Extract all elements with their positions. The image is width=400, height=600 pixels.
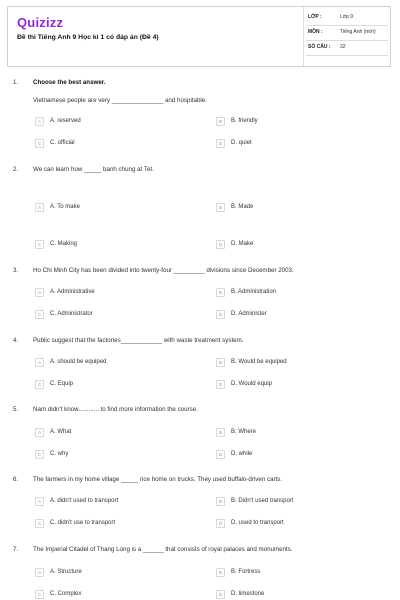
meta-value: 32 xyxy=(340,44,346,50)
question-text: Nam didn't know............ to find more information the course. xyxy=(33,406,198,413)
option-letter-box: D xyxy=(216,519,225,528)
option-letter-box: C xyxy=(35,519,44,528)
header-divider xyxy=(303,7,304,66)
option-label: A. reserved xyxy=(50,118,81,124)
option-letter-box: A xyxy=(35,117,44,126)
option-letter-box: A xyxy=(35,288,44,297)
question-number: 5. xyxy=(13,406,19,413)
option-letter-box: B xyxy=(216,288,225,297)
meta-label: SỐ CÂU : xyxy=(308,44,331,50)
option-letter-box: A xyxy=(35,428,44,437)
option-label: B. Where xyxy=(231,429,257,435)
option-letter-box: D xyxy=(216,240,225,249)
option-label: B. Made xyxy=(231,204,254,210)
option-letter-box: D xyxy=(216,310,225,319)
option-label: D. while xyxy=(231,451,253,457)
meta-row-class xyxy=(306,11,388,26)
option-label: B. friendly xyxy=(231,118,258,124)
option-label: D. Would equip xyxy=(231,381,272,387)
option-label: A. Administrative xyxy=(50,289,95,295)
meta-value: Lớp 9 xyxy=(340,14,354,20)
option-label: C. Equip xyxy=(50,381,74,387)
question-text: The farmers in my home village _____ rice home on trucks. They used buffalo-driven carts. xyxy=(33,476,283,483)
meta-row-subject xyxy=(306,26,388,41)
question-text: The Imperial Citadel of Thang Long is a ______ that consists of royal palaces and monuments. xyxy=(33,546,293,553)
question-number: 2. xyxy=(13,166,19,173)
option-label: B. Fortress xyxy=(231,569,261,575)
option-letter-box: B xyxy=(216,117,225,126)
option-letter-box: C xyxy=(35,380,44,389)
option-letter-box: C xyxy=(35,139,44,148)
option-label: B. Would be equiped xyxy=(231,359,287,365)
meta-label: MÔN : xyxy=(308,29,323,35)
question-number: 6. xyxy=(13,476,19,483)
option-label: C. why xyxy=(50,451,69,457)
quizizz-logo[interactable]: Quizizz xyxy=(17,15,64,30)
option-letter-box: A xyxy=(35,568,44,577)
question-text: Public suggest that the factories____________ with waste treatment system. xyxy=(33,337,244,344)
option-letter-box: A xyxy=(35,358,44,367)
option-label: B. Didn't used transport xyxy=(231,498,294,504)
question-text: We can learn how _____ banh chung at Tet. xyxy=(33,166,154,173)
option-letter-box: B xyxy=(216,428,225,437)
option-letter-box: A xyxy=(35,203,44,212)
option-label: A. What xyxy=(50,429,72,435)
option-label: C. Complex xyxy=(50,591,82,597)
option-label: A. should be equiped xyxy=(50,359,107,365)
option-label: C. official xyxy=(50,140,75,146)
worksheet-header xyxy=(7,6,391,67)
option-label: A. To make xyxy=(50,204,80,210)
option-label: D. quiet xyxy=(231,140,252,146)
option-letter-box: C xyxy=(35,590,44,599)
option-label: D. Administer xyxy=(231,311,267,317)
option-label: B. Administration xyxy=(231,289,277,295)
meta-label: LỚP : xyxy=(308,14,322,20)
meta-value: Tiếng Anh (mới) xyxy=(340,29,376,35)
option-letter-box: B xyxy=(216,497,225,506)
meta-row-count xyxy=(306,41,388,56)
option-letter-box: D xyxy=(216,380,225,389)
question-number: 4. xyxy=(13,337,19,344)
option-letter-box: A xyxy=(35,497,44,506)
option-label: D. used to transport xyxy=(231,520,284,526)
option-letter-box: D xyxy=(216,139,225,148)
option-letter-box: B xyxy=(216,203,225,212)
option-letter-box: C xyxy=(35,450,44,459)
option-letter-box: C xyxy=(35,240,44,249)
option-letter-box: D xyxy=(216,590,225,599)
option-label: C. Administrator xyxy=(50,311,93,317)
question-number: 1. xyxy=(13,79,19,86)
question-text: Vietnamese people are very _______________ and hospitable. xyxy=(33,97,207,104)
question-text: Ho Chi Minh City has been divided into twenty-four _________ divisions since December 2003. xyxy=(33,267,294,274)
option-letter-box: D xyxy=(216,450,225,459)
option-label: D. Make xyxy=(231,241,254,247)
question-number: 7. xyxy=(13,546,19,553)
option-label: C. Making xyxy=(50,241,78,247)
question-instruction: Choose the best answer. xyxy=(33,79,106,86)
option-label: A. Structure xyxy=(50,569,82,575)
option-label: C. didn't use to transport xyxy=(50,520,116,526)
option-letter-box: B xyxy=(216,358,225,367)
question-number: 3. xyxy=(13,267,19,274)
option-letter-box: C xyxy=(35,310,44,319)
option-letter-box: B xyxy=(216,568,225,577)
option-label: A. didn't used to transport xyxy=(50,498,119,504)
option-label: D. limestone xyxy=(231,591,265,597)
page-title: Đề thi Tiếng Anh 9 Học kì 1 có đáp án (Đề 4) xyxy=(17,34,159,41)
